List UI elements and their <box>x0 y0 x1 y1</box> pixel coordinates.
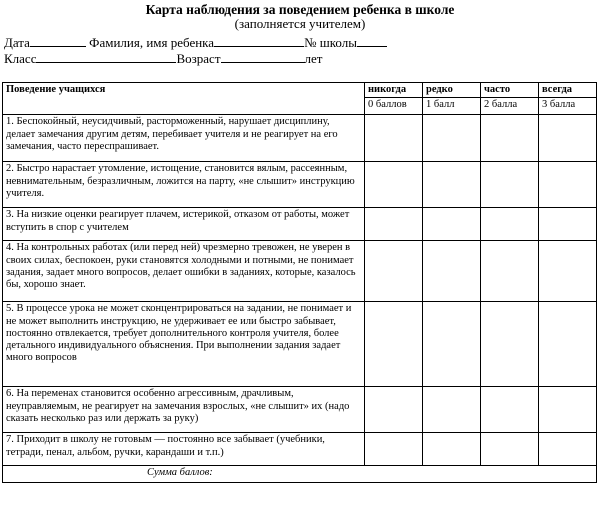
page-subtitle: (заполняется учителем) <box>234 16 366 31</box>
form-line-2 <box>4 51 322 66</box>
score-cell[interactable] <box>365 162 423 208</box>
score-cell[interactable] <box>365 387 423 433</box>
date-field[interactable] <box>30 35 86 47</box>
score-cell[interactable] <box>481 241 539 302</box>
score-cell[interactable] <box>365 241 423 302</box>
score-cell[interactable] <box>481 162 539 208</box>
table-row <box>3 162 597 208</box>
score-cell[interactable] <box>481 115 539 162</box>
score-cell[interactable] <box>481 433 539 466</box>
col-header-never: никогда <box>365 83 423 98</box>
age-label: Возраст <box>176 51 221 66</box>
score-cell[interactable] <box>423 162 481 208</box>
table-row <box>3 115 597 162</box>
form-line-1 <box>4 35 387 50</box>
behavior-item-1: 1. Беспокойный, неусидчивый, расторможенный, нарушает дисциплину, делает замечания другим детям, перебивает учителя и не реагирует на его замечания, часто переспрашивает. <box>3 115 365 162</box>
score-cell[interactable] <box>539 302 597 387</box>
score-cell[interactable] <box>423 387 481 433</box>
points-often: 2 балла <box>481 98 539 115</box>
header-row <box>3 83 597 98</box>
score-cell[interactable] <box>423 208 481 241</box>
behavior-header: Поведение учащихся <box>3 83 365 115</box>
school-field[interactable] <box>357 35 387 47</box>
age-unit: лет <box>304 51 323 66</box>
score-cell[interactable] <box>365 208 423 241</box>
points-rarely: 1 балл <box>423 98 481 115</box>
behavior-item-5: 5. В процессе урока не может сконцентрироваться на задании, не понимает и не может выполнить инструкцию, не удерживает ее или быстро забывает, постоянно отвлекается, требует дополнительного контроля учителя, более детального индивидуального объяснения. При выполнении задания задает много вопросов <box>3 302 365 387</box>
col-header-rarely: редко <box>423 83 481 98</box>
table-row <box>3 433 597 466</box>
behavior-item-3: 3. На низкие оценки реагирует плачем, истерикой, отказом от работы, может вступить в спор с учителем <box>3 208 365 241</box>
name-label: Фамилия, имя ребенка <box>89 35 215 50</box>
behavior-item-7: 7. Приходит в школу не готовым — постоянно все забывает (учебники, тетради, пенал, альбом, ручки, карандаши и т.п.) <box>3 433 365 466</box>
table-row <box>3 302 597 387</box>
score-cell[interactable] <box>539 241 597 302</box>
score-cell[interactable] <box>539 387 597 433</box>
table-row <box>3 208 597 241</box>
score-cell[interactable] <box>539 162 597 208</box>
class-field[interactable] <box>36 51 176 63</box>
sum-row <box>3 466 597 483</box>
score-cell[interactable] <box>481 208 539 241</box>
score-cell[interactable] <box>423 241 481 302</box>
name-field[interactable] <box>214 35 304 47</box>
score-cell[interactable] <box>365 115 423 162</box>
school-label: № школы <box>304 35 357 50</box>
points-never: 0 баллов <box>365 98 423 115</box>
col-header-often: часто <box>481 83 539 98</box>
score-cell[interactable] <box>481 387 539 433</box>
class-label: Класс <box>4 51 37 66</box>
score-cell[interactable] <box>539 208 597 241</box>
score-cell[interactable] <box>423 433 481 466</box>
behavior-item-4: 4. На контрольных работах (или перед ней) чрезмерно тревожен, не уверен в своих силах, беспокоен, руки становятся холодными и потными, не понимает задания, задает много вопросов, делает ошибки в заданиях, которые, казалось бы, хорошо знает. <box>3 241 365 302</box>
points-always: 3 балла <box>539 98 597 115</box>
score-cell[interactable] <box>365 433 423 466</box>
score-cell[interactable] <box>539 115 597 162</box>
age-field[interactable] <box>221 51 305 63</box>
sum-label: Сумма баллов: <box>3 466 597 483</box>
behavior-item-2: 2. Быстро нарастает утомление, истощение, становится вялым, рассеянным, невнимательным, безразличным, ложится на парту, «не слышит» инструкцию учителя. <box>3 162 365 208</box>
score-cell[interactable] <box>539 433 597 466</box>
col-header-always: всегда <box>539 83 597 98</box>
observation-table <box>2 82 597 483</box>
score-cell[interactable] <box>423 115 481 162</box>
behavior-item-6: 6. На переменах становится особенно агрессивным, драчливым, неуправляемым, не реагирует на замечания взрослых, «не слышит» их (надо сказать несколько раз или держать за руку) <box>3 387 365 433</box>
table-row <box>3 387 597 433</box>
date-label: Дата <box>4 35 30 50</box>
table-row <box>3 241 597 302</box>
score-cell[interactable] <box>365 302 423 387</box>
page-title: Карта наблюдения за поведением ребенка в школе <box>145 2 455 17</box>
score-cell[interactable] <box>481 302 539 387</box>
score-cell[interactable] <box>423 302 481 387</box>
